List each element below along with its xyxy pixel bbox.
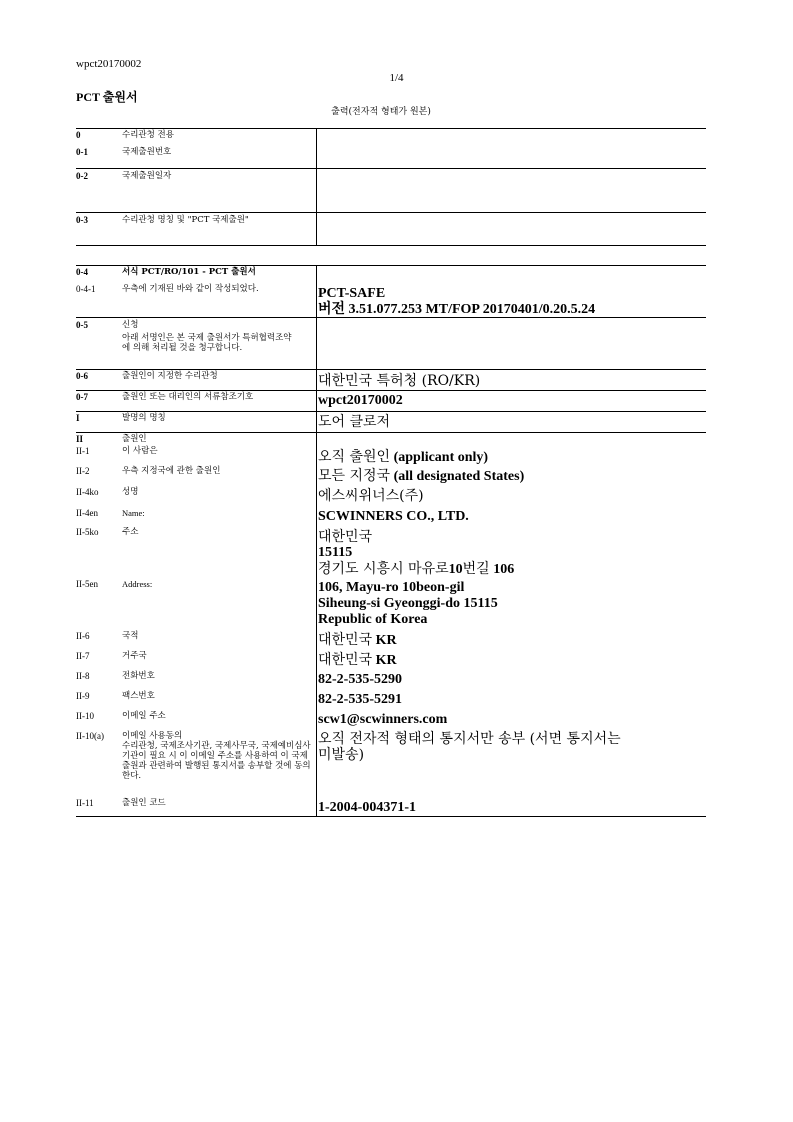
item-label: 주소 (122, 527, 139, 537)
item-number: II-8 (76, 671, 90, 681)
software-version: 버전 3.51.077.253 MT/FOP 20170401/0.20.5.24 (318, 302, 596, 317)
applicant-name-en-value: SCWINNERS CO., LTD. (318, 509, 469, 524)
item-number: I (76, 413, 80, 423)
item-number: II-4ko (76, 487, 99, 497)
item-label: 수리관청 전용 (122, 130, 174, 140)
item-label: 우측 지정국에 관한 출원인 (122, 466, 221, 476)
page-subtitle: 출력(전자적 형태가 원본) (331, 107, 431, 117)
page-title: PCT 출원서 (76, 90, 138, 104)
petition-text: 아래 서명인은 본 국제 출원서가 특허협력조약에 의해 처리될 것을 청구합니다. (122, 333, 292, 353)
fax-value: 82-2-535-5291 (318, 692, 402, 707)
item-label: Name: (122, 508, 145, 518)
notification-value: 오직 전자적 형태의 통지서만 송부 (서면 통지서는 미발송) (318, 731, 621, 763)
item-label (122, 731, 314, 781)
form-software-value (318, 286, 704, 318)
applicant-name-ko-value: 에스씨위너스(주) (318, 488, 424, 504)
item-number: II-5en (76, 579, 98, 589)
item-number: 0-4 (76, 267, 88, 277)
item-label: 발명의 명칭 (122, 413, 166, 423)
receiving-office-value: 대한민국 특허청 (RO/KR) (318, 373, 481, 389)
item-label: 이 사람은 (122, 446, 158, 456)
phone-value: 82-2-535-5290 (318, 672, 402, 687)
item-label: 거주국 (122, 651, 147, 661)
item-label: 출원인이 지정한 수리관청 (122, 371, 218, 381)
item-label: 국적 (122, 631, 139, 641)
item-number: II-6 (76, 631, 90, 641)
item-number: II-10 (76, 711, 94, 721)
item-label: Address: (122, 579, 153, 589)
item-label: 성명 (122, 487, 139, 497)
item-number: II-2 (76, 466, 90, 476)
receiving-office-section (76, 128, 706, 246)
item-number: 0-1 (76, 147, 88, 157)
item-number: 0-6 (76, 371, 88, 381)
item-label: 팩스번호 (122, 691, 155, 701)
invention-title-value: 도어 클로저 (318, 414, 391, 430)
item-label: 전화번호 (122, 671, 155, 681)
item-number: II-10(a) (76, 731, 104, 741)
item-number: II-4en (76, 508, 98, 518)
document-id: wpct20170002 (76, 58, 142, 70)
request-section (76, 265, 706, 817)
email-consent-heading: 이메일 사용동의 (122, 731, 183, 741)
item-number: 0 (76, 130, 81, 140)
software-name: PCT-SAFE (318, 286, 386, 301)
nationality-value: 대한민국 KR (318, 632, 397, 648)
email-consent-text: 수리관청, 국제조사기관, 국제사무국, 국제예비심사기관이 필요 시 이 이메일 주소를 사용하여 이 국제 출원과 관련하여 발행된 통지서를 송부할 것에 동의한다. (122, 741, 311, 781)
item-label: 국제출원일자 (122, 171, 172, 181)
page-number: 1/4 (389, 72, 404, 84)
reference-value: wpct20170002 (318, 393, 403, 408)
address-ko-value: 대한민국 15115 경기도 시흥시 마유로10번길 106 (318, 529, 515, 577)
item-number: II-5ko (76, 527, 99, 537)
item-label: 출원인 또는 대리인의 서류참조기호 (122, 392, 254, 402)
item-label (122, 320, 314, 353)
item-label: 출원인 (122, 434, 147, 444)
item-label: 수리관청 명칭 및 "PCT 국제출원" (122, 215, 249, 225)
item-number: II-9 (76, 691, 90, 701)
designated-states-value: 모든 지정국 (all designated States) (318, 468, 525, 484)
item-number: 0-7 (76, 392, 88, 402)
item-label: 출원인 코드 (122, 798, 166, 808)
item-number: 0-5 (76, 320, 88, 330)
item-number: II (76, 434, 84, 444)
address-en-value: 106, Mayu-ro 10beon-gil Siheung-si Gyeonggi-do 15115 Republic of Korea (318, 580, 498, 627)
applicant-type-value: 오직 출원인 (applicant only) (318, 449, 489, 465)
item-number: II-11 (76, 798, 94, 808)
item-number: 0-4-1 (76, 284, 96, 294)
item-number: II-7 (76, 651, 90, 661)
email-value: scw1@scwinners.com (318, 712, 448, 727)
item-number: 0-3 (76, 215, 88, 225)
applicant-code-value: 1-2004-004371-1 (318, 800, 416, 815)
item-label: 국제출원번호 (122, 147, 172, 157)
item-label: 이메일 주소 (122, 711, 166, 721)
item-number: 0-2 (76, 171, 88, 181)
item-label: 서식 PCT/RO/101 - PCT 출원서 (122, 267, 256, 277)
item-label: 우측에 기재된 바와 같이 작성되었다. (122, 284, 259, 294)
residence-value: 대한민국 KR (318, 652, 397, 668)
item-number: II-1 (76, 446, 90, 456)
petition-heading: 신청 (122, 320, 139, 330)
